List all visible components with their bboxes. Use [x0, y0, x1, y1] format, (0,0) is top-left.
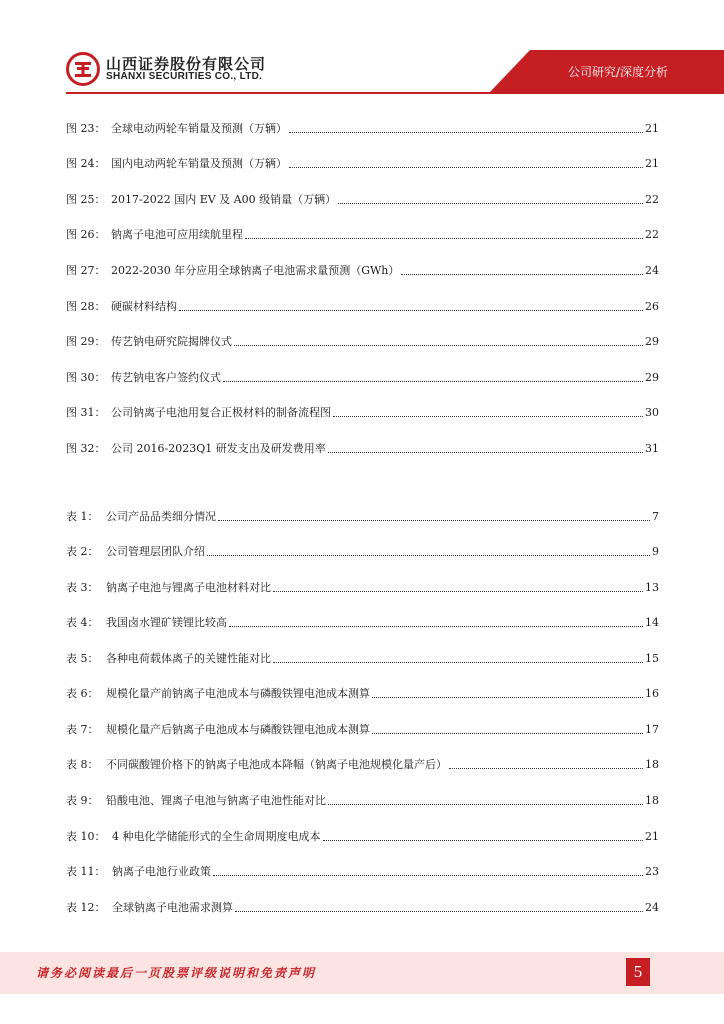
entry-page: 22 — [645, 193, 659, 206]
entry-title: 传艺钠电客户签约仪式 — [111, 371, 221, 384]
entry-label: 图 27： — [66, 264, 106, 277]
toc-entry-figure-23[interactable] — [66, 118, 659, 136]
entry-label: 图 32： — [66, 442, 106, 455]
entry-title: 各种电荷载体离子的关键性能对比 — [106, 652, 271, 665]
dot-leader — [328, 804, 643, 805]
entry-page: 30 — [645, 406, 659, 419]
dot-leader — [218, 520, 650, 521]
entry-label: 表 10： — [66, 830, 106, 843]
entry-page: 31 — [645, 442, 659, 455]
entry-page: 16 — [645, 687, 659, 700]
entry-title: 公司钠离子电池用复合正极材料的制备流程图 — [111, 406, 331, 419]
toc-entry-table-7[interactable] — [66, 719, 659, 737]
entry-page: 18 — [645, 758, 659, 771]
entry-label: 图 26： — [66, 228, 106, 241]
toc-entry-figure-24[interactable] — [66, 153, 659, 171]
entry-label: 表 8： — [66, 758, 99, 771]
dot-leader — [234, 345, 643, 346]
report-type-tag: 公司研究/深度分析 — [567, 65, 668, 79]
entry-page: 17 — [645, 723, 659, 736]
entry-label: 图 30： — [66, 371, 106, 384]
entry-label: 表 2： — [66, 545, 99, 558]
dot-leader — [229, 626, 643, 627]
toc-entry-figure-30[interactable] — [66, 367, 659, 385]
entry-label: 图 23： — [66, 122, 106, 135]
entry-page: 21 — [645, 830, 659, 843]
dot-leader — [333, 416, 643, 417]
toc-entry-table-12[interactable] — [66, 897, 659, 915]
entry-title: 钠离子电池与锂离子电池材料对比 — [106, 581, 271, 594]
company-name-en: SHANXI SECURITIES CO., LTD. — [106, 71, 263, 82]
entry-label: 图 29： — [66, 335, 106, 348]
entry-title: 2017-2022 国内 EV 及 A00 级销量（万辆） — [111, 193, 337, 206]
toc-entry-figure-29[interactable] — [66, 331, 659, 349]
toc-entry-table-10[interactable] — [66, 826, 659, 844]
toc-entry-table-1[interactable] — [66, 506, 659, 524]
dot-leader — [179, 310, 643, 311]
entry-title: 公司管理层团队介绍 — [106, 545, 205, 558]
entry-page: 18 — [645, 794, 659, 807]
toc-entry-figure-26[interactable] — [66, 224, 659, 242]
entry-title: 2022-2030 年分应用全球钠离子电池需求量预测（GWh） — [111, 264, 400, 277]
entry-title: 硬碳材料结构 — [111, 300, 177, 313]
toc-entry-figure-28[interactable] — [66, 296, 659, 314]
page-number: 5 — [626, 958, 650, 986]
dot-leader — [213, 875, 643, 876]
dot-leader — [207, 555, 650, 556]
entry-label: 表 5： — [66, 652, 99, 665]
entry-title: 公司 2016-2023Q1 研发支出及研发费用率 — [111, 442, 326, 455]
entry-page: 22 — [645, 228, 659, 241]
dot-leader — [323, 840, 644, 841]
entry-page: 15 — [645, 652, 659, 665]
entry-title: 铅酸电池、锂离子电池与钠离子电池性能对比 — [106, 794, 326, 807]
dot-leader — [449, 768, 643, 769]
entry-title: 我国卤水锂矿镁锂比较高 — [106, 616, 227, 629]
entry-title: 全球电动两轮车销量及预测（万辆） — [111, 122, 287, 135]
toc-entry-table-2[interactable] — [66, 541, 659, 559]
entry-page: 29 — [645, 335, 659, 348]
toc-entry-table-8[interactable] — [66, 754, 659, 772]
entry-page: 26 — [645, 300, 659, 313]
toc-entry-table-6[interactable] — [66, 683, 659, 701]
dot-leader — [235, 911, 643, 912]
entry-label: 表 12： — [66, 901, 106, 914]
entry-page: 14 — [645, 616, 659, 629]
toc-entry-table-3[interactable] — [66, 577, 659, 595]
dot-leader — [289, 167, 643, 168]
entry-label: 表 3： — [66, 581, 99, 594]
entry-title: 传艺钠电研究院揭牌仪式 — [111, 335, 232, 348]
entry-label: 表 9： — [66, 794, 99, 807]
dot-leader — [401, 274, 643, 275]
entry-page: 13 — [645, 581, 659, 594]
entry-label: 图 24： — [66, 157, 106, 170]
toc-entry-figure-27[interactable] — [66, 260, 659, 278]
entry-page: 7 — [652, 510, 659, 523]
dot-leader — [372, 697, 643, 698]
entry-label: 表 4： — [66, 616, 99, 629]
entry-title: 公司产品品类细分情况 — [106, 510, 216, 523]
company-name-cn: 山西证券股份有限公司 — [106, 55, 267, 73]
entry-label: 表 7： — [66, 723, 99, 736]
entry-page: 21 — [645, 122, 659, 135]
dot-leader — [223, 381, 643, 382]
entry-page: 24 — [645, 264, 659, 277]
entry-title: 钠离子电池可应用续航里程 — [111, 228, 243, 241]
toc-entry-table-4[interactable] — [66, 612, 659, 630]
entry-title: 全球钠离子电池需求测算 — [112, 901, 233, 914]
entry-page: 23 — [645, 865, 659, 878]
entry-label: 图 25： — [66, 193, 106, 206]
toc-entry-table-9[interactable] — [66, 790, 659, 808]
toc-entry-table-11[interactable] — [66, 861, 659, 879]
dot-leader — [289, 132, 643, 133]
toc-entry-figure-31[interactable] — [66, 402, 659, 420]
entry-label: 表 6： — [66, 687, 99, 700]
entry-title: 钠离子电池行业政策 — [112, 865, 211, 878]
entry-page: 29 — [645, 371, 659, 384]
dot-leader — [328, 452, 643, 453]
dot-leader — [273, 591, 643, 592]
footer-disclaimer[interactable]: 请务必阅读最后一页股票评级说明和免责声明 — [36, 966, 317, 980]
dot-leader — [372, 733, 643, 734]
entry-label: 图 31： — [66, 406, 106, 419]
entry-title: 国内电动两轮车销量及预测（万辆） — [111, 157, 287, 170]
toc-entry-figure-25[interactable] — [66, 189, 659, 207]
entry-page: 21 — [645, 157, 659, 170]
entry-label: 图 28： — [66, 300, 106, 313]
company-logo-icon — [66, 52, 100, 86]
entry-title: 不同碳酸锂价格下的钠离子电池成本降幅（钠离子电池规模化量产后） — [106, 758, 447, 771]
dot-leader — [245, 238, 643, 239]
entry-label: 表 1： — [66, 510, 99, 523]
entry-label: 表 11： — [66, 865, 106, 878]
toc-entry-figure-32[interactable] — [66, 438, 659, 456]
page-header — [0, 0, 724, 100]
entry-page: 24 — [645, 901, 659, 914]
dot-leader — [273, 662, 643, 663]
entry-title: 4 种电化学储能形式的全生命周期度电成本 — [112, 830, 321, 843]
dot-leader — [338, 203, 643, 204]
entry-title: 规模化量产前钠离子电池成本与磷酸铁锂电池成本测算 — [106, 687, 370, 700]
toc-entry-table-5[interactable] — [66, 648, 659, 666]
header-divider — [66, 92, 724, 94]
entry-page: 9 — [652, 545, 659, 558]
entry-title: 规模化量产后钠离子电池成本与磷酸铁锂电池成本测算 — [106, 723, 370, 736]
